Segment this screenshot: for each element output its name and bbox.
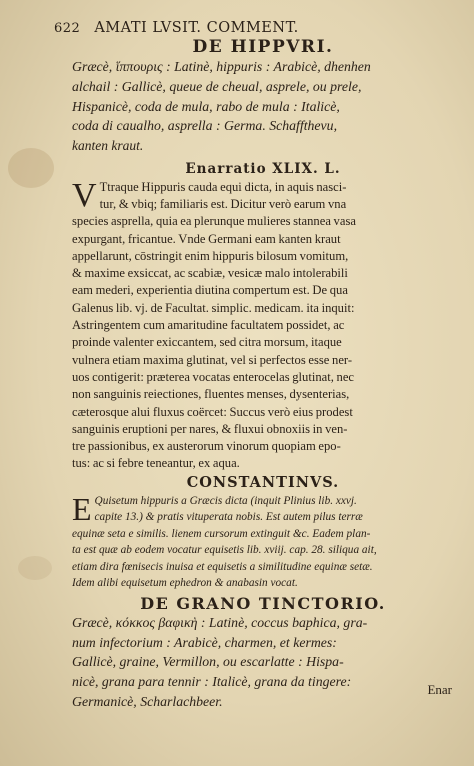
text-line: Ttraque Hippuris cauda equi dicta, in aquis nasci- xyxy=(99,179,347,194)
text-line: Galenus lib. vj. de Facultat. simplic. medicam. ita inquit: xyxy=(72,300,355,315)
text-line: vulnera etiam maxima glutinat, vel si perfectos esse ner- xyxy=(72,352,353,367)
synonym-line: alchail : Gallicè, queue de cheual, asprele, ou prele, xyxy=(72,78,362,94)
text-line: Quisetum hippuris a Græcis dicta (inquit Plinius lib. xxvj. xyxy=(94,494,357,507)
page-stain xyxy=(18,556,52,580)
section-title-hippuris: DE HIPPVRI. xyxy=(192,37,334,57)
section-title-grano-tinctorio: DE GRANO TINCTORIO. xyxy=(140,593,386,613)
text-line: non sanguinis reiectiones, fluentes menses, dysenterias, xyxy=(72,387,350,402)
grano-synonyms xyxy=(72,613,454,712)
text-line: species asprella, quia ea plerunque mulieres stannea vasa xyxy=(72,214,356,229)
text-line: eam mederi, experientia diutina compertum est. De qua xyxy=(72,283,348,298)
synonym-line: Græcè, ἵππουρις : Latinè, hippuris : Arabicè, dhenhen xyxy=(72,59,371,74)
running-head xyxy=(54,20,454,36)
text-line: proinde valenter exiccantem, sed citra morsum, itaque xyxy=(72,335,342,350)
text-line: Idem alibi equisetum ephedron & anabasin vocat. xyxy=(72,577,298,590)
text-line: tre passionibus, ex austerorum vinorum quopiam epo- xyxy=(72,439,341,454)
page-number: 622 xyxy=(54,21,81,36)
running-title: AMATI LVSIT. COMMENT. xyxy=(94,20,299,36)
text-line: sanguinis eruptioni per nares, & fluxui obnoxiis in ven- xyxy=(72,421,348,436)
text-line: tur, & vbiq; familiaris est. Dicitur verò earum vna xyxy=(99,196,347,211)
page-stain xyxy=(8,148,54,188)
text-line: equinæ seta e similis. lienem cursorum extinguit &c. Eadem plan- xyxy=(72,527,371,540)
text-line: ta est quæ ab eodem vocatur equisetis lib. xviij. cap. 28. siliqua ait, xyxy=(72,544,377,557)
synonym-line: kanten kraut. xyxy=(72,138,144,154)
enarratio-body xyxy=(72,176,454,473)
text-line: expurgant, fricantue. Vnde Germani eam kanten kraut xyxy=(72,231,341,246)
constantinus-body xyxy=(72,490,454,592)
catchword: Enar xyxy=(427,682,452,697)
text-line: tus: ac si febre teneantur, ex aqua. xyxy=(72,456,240,471)
text-line: appellarunt, cōstringit enim hippuris bilosum vomitum, xyxy=(72,248,349,263)
text-line: & maxime exsiccat, ac scabiæ, vesicæ malo intolerabili xyxy=(72,266,348,281)
hippuris-synonyms xyxy=(72,57,454,156)
section-title-constantinus: CONSTANTINVS. xyxy=(186,473,340,491)
synonym-line: Hispanicè, coda de mula, rabo de mula : Italicè, xyxy=(72,98,340,114)
text-line: capite 13.) & pratis vituperata nobis. Est autem pilus terræ xyxy=(94,511,363,524)
text-line: cæterosque alui fluxus coërcet: Succus verò eius prodest xyxy=(72,404,353,419)
text-line: etiam dira fœnisecis inuisa et equisetis a similitudine equinæ setæ. xyxy=(72,560,373,573)
enarratio-heading: Enarratio XLIX. L. xyxy=(185,160,341,177)
drop-capital: E xyxy=(72,490,92,527)
drop-capital: V xyxy=(72,176,97,214)
synonym-line: coda di caualho, asprella : Germa. Schaffthevu, xyxy=(72,118,338,134)
synonym-line: Gallicè, graine, Vermillon, ou escarlatte : Hispa- xyxy=(72,654,344,670)
synonym-line: Græcè, κόκκος βαφικὴ : Latinè, coccus baphica, gra- xyxy=(72,614,368,630)
synonym-line: nicè, grana para tennir : Italicè, grana da tingere: xyxy=(72,674,352,690)
synonym-line: num infectorium : Arabicè, charmen, et kermes: xyxy=(72,634,337,650)
text-line: Astringentem cum amaritudine facultatem possidet, ac xyxy=(72,318,345,333)
synonym-line: Germanicè, Scharlachbeer. xyxy=(72,693,223,709)
text-line: uos contigerit: præterea vocatas enterocelas glutinat, nec xyxy=(72,369,354,384)
